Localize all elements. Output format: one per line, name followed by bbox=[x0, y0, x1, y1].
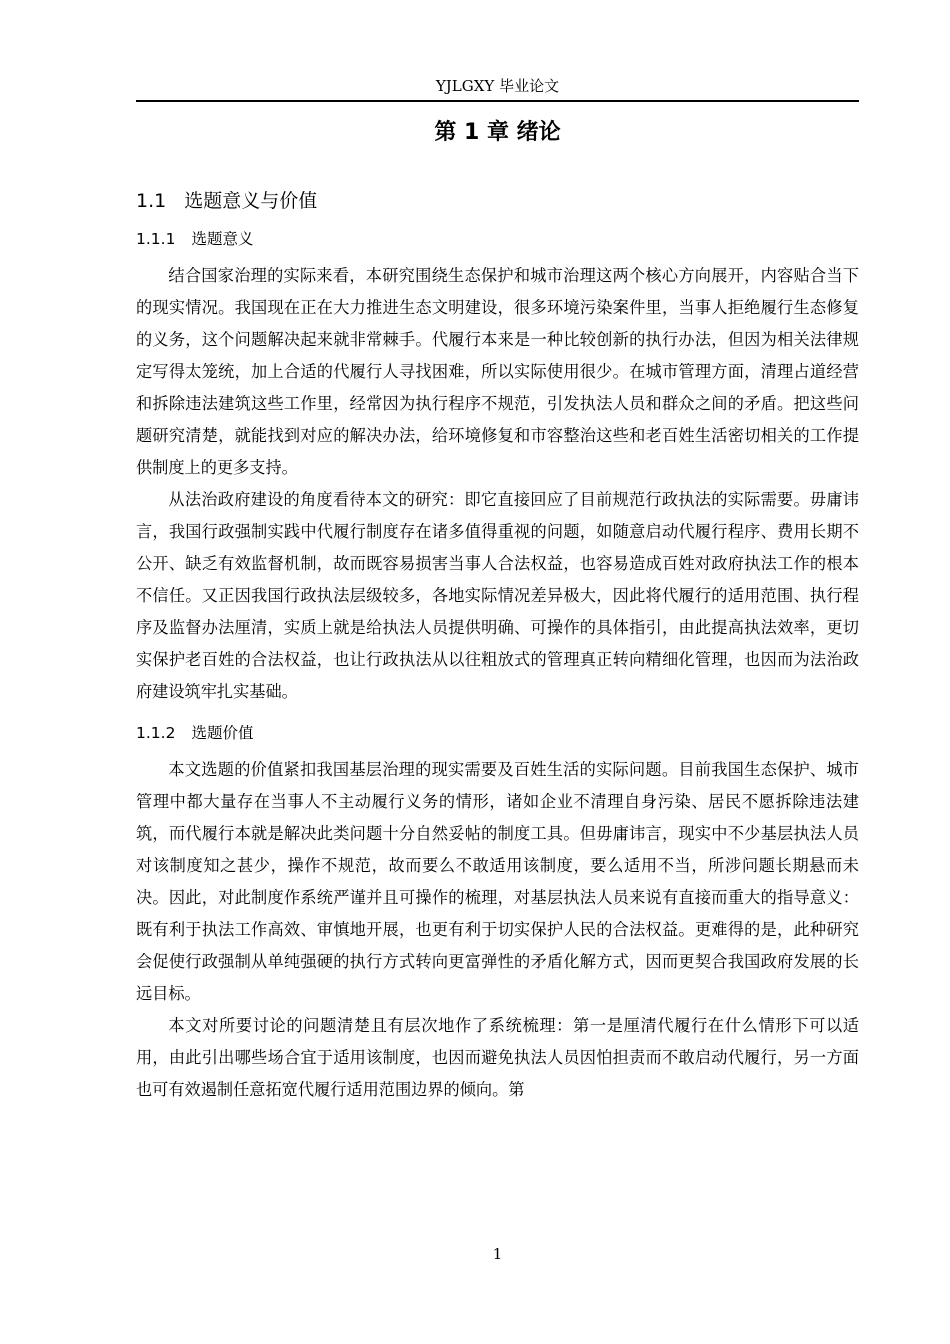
paragraph: 本文选题的价值紧扣我国基层治理的现实需要及百姓生活的实际问题。目前我国生态保护、城市管理中都大量存在当事人不主动履行义务的情形，诸如企业不清理自身污染、居民不愿拆除违法建筑，而代履行本就是解决此类问题十分自然妥帖的制度工具。但毋庸讳言，现实中不少基层执法人员对该制度知之甚少，操作不规范，故而要么不敢适用该制度，要么适用不当，所涉问题长期悬而未决。因此，对此制度作系统严谨并且可操作的梳理，对基层执法人员来说有直接而重大的指导意义：既有利于执法工作高效、审慎地开展，也更有利于切实保护人民的合法权益。更难得的是，此种研究会促使行政强制从单纯强硬的执行方式转向更富弹性的矛盾化解方式，因而更契合我国政府发展的长远目标。 bbox=[136, 760, 859, 1003]
subsection-heading-1-1-2 bbox=[136, 720, 859, 746]
header-rule bbox=[136, 100, 859, 102]
section-number: 1.1 bbox=[136, 190, 167, 212]
paragraph: 结合国家治理的实际来看，本研究围绕生态保护和城市治理这两个核心方向展开，内容贴合当下的现实情况。我国现在正在大力推进生态文明建设，很多环境污染案件里，当事人拒绝履行生态修复的义务，这个问题解决起来就非常棘手。代履行本来是一种比较创新的执行办法，但因为相关法律规定写得太笼统，加上合适的代履行人寻找困难，所以实际使用很少。在城市管理方面，清理占道经营和拆除违法建筑这些工作里，经常因为执行程序不规范，引发执法人员和群众之间的矛盾。把这些问题研究清楚，就能找到对应的解决办法，给环境修复和市容整治这些和老百姓生活密切相关的工作提供制度上的更多支持。 bbox=[136, 266, 859, 477]
subsection-title: 选题价值 bbox=[191, 724, 254, 742]
section-title: 选题意义与价值 bbox=[184, 190, 318, 212]
subsection-heading-1-1-1 bbox=[136, 226, 859, 252]
section-heading-1-1 bbox=[136, 186, 859, 216]
chapter-title: 第 1 章 绪论 bbox=[434, 120, 561, 145]
paragraph: 从法治政府建设的角度看待本文的研究：即它直接回应了目前规范行政执法的实际需要。毋庸讳言，我国行政强制实践中代履行制度存在诸多值得重视的问题，如随意启动代履行程序、费用长期不公开、缺乏有效监督机制，故而既容易损害当事人合法权益，也容易造成百姓对政府执法工作的根本不信任。又正因我国行政执法层级较多，各地实际情况差异极大，因此将代履行的适用范围、执行程序及监督办法厘清，实质上就是给执法人员提供明确、可操作的具体指引，由此提高执法效率，更切实保护老百姓的合法权益，也让行政执法从以往粗放式的管理真正转向精细化管理，也因而为法治政府建设筑牢扎实基础。 bbox=[136, 490, 859, 701]
main-content bbox=[136, 186, 859, 1106]
running-header: YJLGXY 毕业论文 bbox=[435, 77, 560, 95]
page-number: 1 bbox=[492, 1245, 503, 1263]
subsection-number: 1.1.1 bbox=[136, 230, 176, 248]
paragraph: 本文对所要讨论的问题清楚且有层次地作了系统梳理：第一是厘清代履行在什么情形下可以适用，由此引出哪些场合宜于适用该制度，也因而避免执法人员因怕担责而不敢启动代履行，另一方面也可有效遏制任意拓宽代履行适用范围边界的倾向。第 bbox=[136, 1016, 859, 1099]
subsection-number: 1.1.2 bbox=[136, 724, 176, 742]
subsection-title: 选题意义 bbox=[191, 230, 254, 248]
